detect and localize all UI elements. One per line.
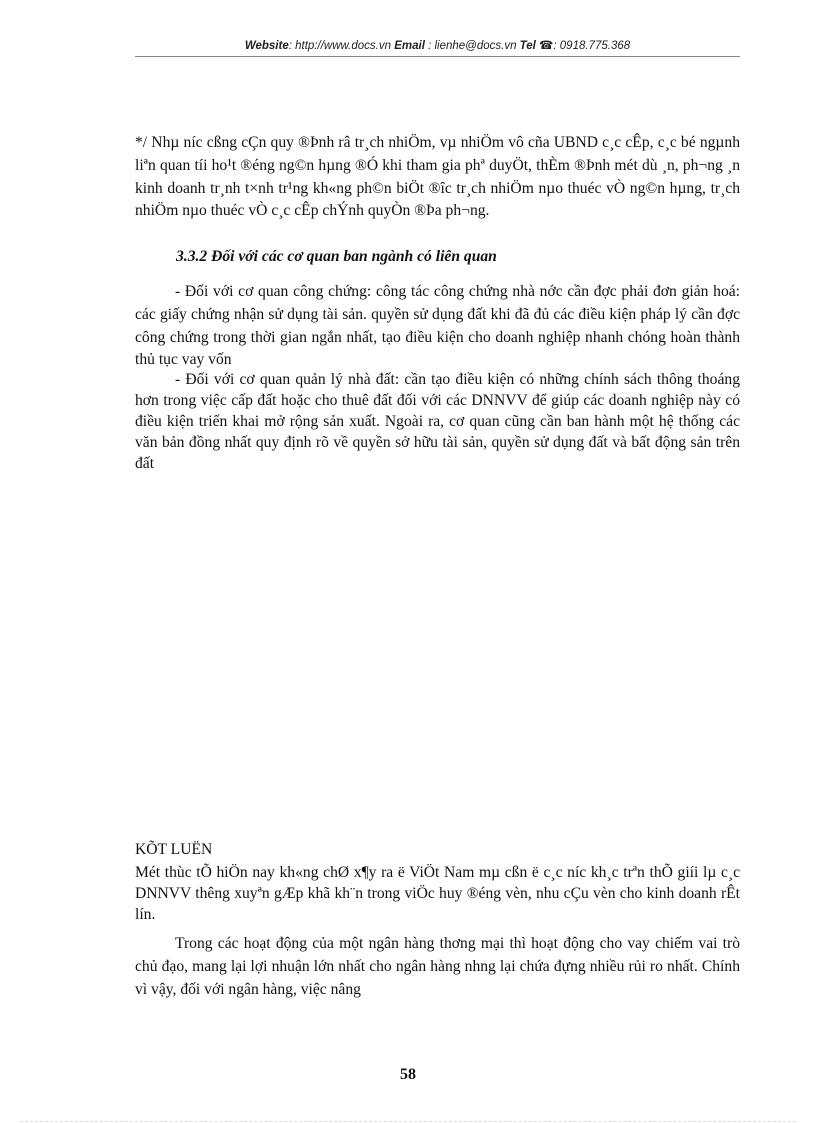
tel-label: Tel ☎ — [519, 40, 554, 52]
section-heading: 3.3.2 Đối với các cơ quan ban ngành có liên quan — [176, 248, 497, 265]
footer-divider — [20, 1121, 796, 1122]
website-value: : http://www.docs.vn — [288, 40, 395, 52]
paragraph-5: Trong các hoạt động của một ngân hàng thơng mại thì hoạt động cho vay chiếm vai trò chủ đạo, mang lại lợi nhuận lớn nhất cho ngân hàng nhng lại chứa đựng nhiều rủi ro nhất. Chính vì vậy, đối với ngân hàng, việc nâng — [135, 935, 740, 998]
page-number: 58 — [400, 1066, 416, 1083]
paragraph-1: */ Nhµ níc cßng cÇn quy ®Þnh râ tr¸ch nhiÖm, vµ nhiÖm vô cña UBND c¸c cÊp, c¸c bé ngµnh liªn quan tíi ho¹t ®éng ng©n hµng ®Ó khi tham gia phª duyÖt, thÈm ®Þnh mét dù ¸n, ph¬ng ¸n kinh doanh tr¸nh t×nh tr¹ng kh«ng ph©n biÖt ®îc tr¸ch nhiÖm nµo thuéc vÒ ng©n hµng, tr¸ch nhiÖm nµo thuéc vÒ c¸c cÊp chÝnh quyÒn ®Þa ph¬ng. — [135, 134, 740, 220]
paragraph-3: - Đối với cơ quan quản lý nhà đất: cần tạo điều kiện có những chính sách thông thoáng hơn trong việc cấp đất hoặc cho thuê đất đối với các DNNVV để giúp các doanh nghiệp này có điều kiện triển khai mở rộng sản xuất. Ngoài ra, cơ quan cũng cần ban hành một hệ thống các văn bản đồng nhất quy định rõ về quyền sở hữu tài sản, quyền sử dụng đất và bất động sản trên đất — [135, 371, 740, 472]
header-divider — [135, 56, 740, 57]
paragraph-4: Mét thùc tÕ hiÖn nay kh«ng chØ x¶y ra ë ViÖt Nam mµ cßn ë c¸c níc kh¸c trªn thÕ giíi lµ c¸c DNNVV thêng xuyªn gÆp khã kh¨n trong viÖc huy ®éng vèn, nhu cÇu vèn cho kinh doanh rÊt lín. — [135, 864, 740, 923]
paragraph-2: - Đối với cơ quan công chứng: công tác công chứng nhà nớc cần đợc phải đơn giản hoá: các giấy chứng nhận sử dụng tài sản. quyền sử dụng đất khi đã đủ các điều kiện pháp lý cần đợc công chứng trong thời gian ngắn nhất, tạo điều kiện cho doanh nghiệp nhanh chóng hoàn thành thủ tục vay vốn — [135, 283, 740, 369]
website-label: Website — [244, 40, 289, 52]
page-header — [135, 38, 740, 52]
email-value: : lienhe@docs.vn — [424, 40, 520, 52]
conclusion-title: KÕT LUËN — [135, 841, 213, 858]
tel-value: : 0918.775.368 — [553, 40, 631, 52]
email-label: Email — [394, 40, 425, 52]
